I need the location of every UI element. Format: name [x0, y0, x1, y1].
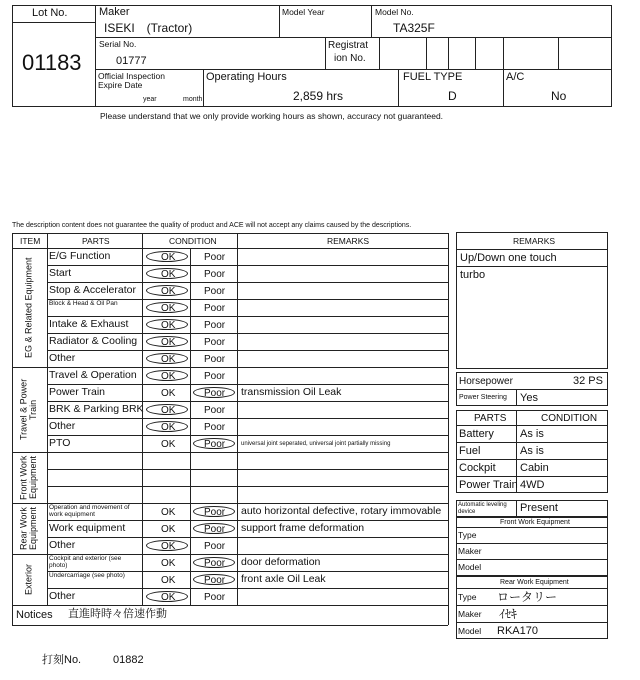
rule — [12, 452, 448, 453]
poor-circle-mark — [193, 506, 235, 517]
rule — [237, 233, 238, 605]
ac-label: A/C — [506, 71, 525, 83]
poor-circle-mark — [193, 557, 235, 568]
side-parts-header: PARTS — [474, 413, 507, 424]
poor-label: Poor — [204, 320, 226, 331]
stamp-value: 01882 — [113, 654, 144, 666]
front-maker-label: Maker — [458, 546, 482, 556]
rule — [47, 282, 448, 283]
power-steering-value: Yes — [520, 392, 538, 404]
ok-label: OK — [161, 337, 176, 348]
maker-value: ISEKI (Tractor) — [104, 21, 193, 35]
model-no-label: Model No. — [375, 7, 414, 17]
poor-label: Poor — [204, 541, 226, 552]
fuel-condition-value: As is — [520, 445, 544, 457]
auto-level-label: Automatic leveling — [458, 502, 507, 508]
ok-label: OK — [161, 388, 176, 399]
part-label: Intake & Exhaust — [49, 318, 129, 330]
horsepower-value: 32 PS — [573, 375, 603, 387]
cockpit-value: Cabin — [520, 462, 549, 474]
rule — [47, 537, 448, 538]
lot-number: 01183 — [22, 50, 82, 75]
part-label: Power Train — [49, 386, 106, 398]
notices-value: 直進時時々倍速作動 — [68, 608, 167, 620]
hours-disclaimer: Please understand that we only provide working hours as shown, accuracy not guaranteed. — [100, 111, 444, 121]
rule — [12, 233, 13, 625]
ok-label: OK — [161, 541, 176, 552]
group-label: Front Work Equipment — [18, 455, 38, 500]
rule — [12, 625, 448, 626]
poor-circle-mark — [193, 387, 235, 398]
group-label: EG & Related Equipment — [23, 257, 34, 358]
maker-label: Maker — [99, 6, 130, 18]
rear-type-label: Type — [458, 592, 477, 602]
inspection-label-2: Expire Date — [98, 80, 143, 90]
poor-circle-mark — [193, 438, 235, 449]
column-header: CONDITION — [169, 236, 217, 246]
fuel-value: D — [448, 89, 457, 103]
poor-label: Poor — [204, 558, 226, 569]
poor-label: Poor — [204, 592, 226, 603]
rule — [47, 333, 448, 334]
rear-maker-label: Maker — [458, 609, 482, 619]
model-year-label: Model Year — [282, 7, 325, 17]
poor-label: Poor — [204, 337, 226, 348]
part-label: Other — [49, 590, 76, 602]
auto-level-value: Present — [520, 502, 558, 514]
ok-label: OK — [161, 269, 176, 280]
rule — [12, 233, 448, 234]
rule — [190, 248, 191, 605]
rear-model-value: RKA170 — [497, 625, 538, 637]
rule — [12, 605, 448, 606]
part-label: Other — [49, 539, 76, 551]
side-remarks-line: turbo — [460, 269, 486, 281]
rule — [47, 316, 448, 317]
registration-label-2: ion No. — [334, 53, 366, 64]
inspection-label: Official Inspection — [98, 71, 165, 81]
remark-text: door deformation — [241, 556, 321, 568]
part-label: BRK & Parking BRK — [49, 403, 144, 415]
group-label: Exterior — [23, 564, 34, 596]
poor-label: Poor — [204, 286, 226, 297]
ok-label: OK — [161, 592, 176, 603]
column-header: ITEM — [20, 236, 41, 246]
description-disclaimer: The description content does not guarantee the quality of product and ACE will not accept any claims caused by the descriptions. — [12, 222, 412, 229]
lot-label: Lot No. — [32, 7, 68, 19]
side-condition-header: CONDITION — [541, 413, 598, 424]
rule — [47, 469, 448, 470]
ok-label: OK — [161, 405, 176, 416]
ok-circle-mark — [146, 353, 188, 364]
poor-label: Poor — [204, 439, 226, 450]
part-label: E/G Function — [49, 250, 111, 262]
poor-label: Poor — [204, 575, 226, 586]
part-label: Work equipment — [49, 522, 126, 534]
power-train-value: 4WD — [520, 479, 545, 491]
month-label: month — [183, 96, 203, 103]
column-header: PARTS — [82, 236, 110, 246]
poor-label: Poor — [204, 388, 226, 399]
poor-label: Poor — [204, 354, 226, 365]
auto-level-label-2: device — [458, 509, 476, 515]
poor-label: Poor — [204, 371, 226, 382]
serial-value: 01777 — [116, 55, 147, 67]
poor-label: Poor — [204, 507, 226, 518]
part-label: PTO — [49, 437, 71, 449]
stamp-label: 打刻No. — [42, 654, 82, 666]
rule — [142, 233, 143, 605]
rule — [47, 520, 448, 521]
rule — [47, 418, 448, 419]
ok-circle-mark — [146, 421, 188, 432]
poor-label: Poor — [204, 269, 226, 280]
ok-circle-mark — [146, 319, 188, 330]
ok-circle-mark — [146, 251, 188, 262]
ok-label: OK — [161, 524, 176, 535]
notices-label: Notices — [16, 609, 53, 621]
part-label: Start — [49, 267, 72, 279]
rear-type-value: ロータリー — [497, 590, 558, 604]
part-label: Cockpit and exterior (see photo) — [49, 555, 122, 569]
ok-label: OK — [161, 354, 176, 365]
rule — [47, 588, 448, 589]
fuel-condition-label: Fuel — [459, 445, 481, 457]
rule — [47, 486, 448, 487]
battery-value: As is — [520, 428, 544, 440]
rule — [47, 233, 48, 605]
remark-text: transmission Oil Leak — [241, 386, 342, 398]
side-remarks-header: REMARKS — [513, 236, 556, 246]
remark-text: auto horizontal defective, rotary immovable — [241, 505, 442, 517]
rule — [448, 233, 449, 625]
part-label: Stop & Accelerator — [49, 284, 136, 296]
part-label: Other — [49, 420, 76, 432]
column-header: REMARKS — [327, 236, 370, 246]
ac-value: No — [551, 89, 567, 103]
ok-circle-mark — [146, 268, 188, 279]
registration-label: Registrat — [328, 40, 369, 51]
rear-maker-value: ｲｾｷ — [499, 607, 518, 621]
remark-text: front axle Oil Leak — [241, 573, 326, 585]
rule — [47, 384, 448, 385]
ok-label: OK — [161, 507, 176, 518]
part-label: Undercarriage (see photo) — [49, 572, 125, 579]
ok-circle-mark — [146, 370, 188, 381]
poor-circle-mark — [193, 574, 235, 585]
ok-label: OK — [161, 252, 176, 263]
rule — [47, 401, 448, 402]
ok-label: OK — [161, 558, 176, 569]
side-remarks-line: Up/Down one touch — [460, 252, 557, 264]
part-label: Other — [49, 352, 76, 364]
power-steering-label: Power Steering — [459, 394, 507, 401]
ok-label: OK — [161, 575, 176, 586]
ok-label: OK — [161, 371, 176, 382]
hours-value: 2,859 hrs — [293, 89, 344, 103]
poor-label: Poor — [204, 405, 226, 416]
poor-circle-mark — [193, 523, 235, 534]
poor-label: Poor — [204, 422, 226, 433]
fuel-label: FUEL TYPE — [403, 71, 463, 83]
poor-label: Poor — [204, 303, 226, 314]
ok-label: OK — [161, 422, 176, 433]
remark-text: universal joint seperated, universal joint partially missing — [241, 441, 391, 447]
model-no-value: TA325F — [393, 21, 435, 35]
hours-label: Operating Hours — [206, 71, 287, 83]
rule — [12, 367, 448, 368]
ok-label: OK — [161, 320, 176, 331]
horsepower-label: Horsepower — [459, 376, 513, 387]
ok-label: OK — [161, 286, 176, 297]
part-label: Radiator & Cooling — [49, 335, 138, 347]
part-label: Travel & Operation — [49, 369, 137, 381]
ok-circle-mark — [146, 302, 188, 313]
rule — [12, 248, 448, 249]
ok-circle-mark — [146, 336, 188, 347]
cockpit-label: Cockpit — [459, 462, 496, 474]
poor-label: Poor — [204, 524, 226, 535]
ok-circle-mark — [146, 285, 188, 296]
rule — [47, 350, 448, 351]
year-label: year — [143, 96, 157, 103]
ok-label: OK — [161, 439, 176, 450]
ok-label: OK — [161, 303, 176, 314]
power-train-label: Power Train — [459, 479, 518, 491]
ok-circle-mark — [146, 540, 188, 551]
part-label: Block & Head & Oil Pan — [49, 300, 118, 307]
battery-label: Battery — [459, 428, 494, 440]
serial-label: Serial No. — [99, 39, 137, 49]
rear-model-label: Model — [458, 626, 482, 636]
group-label: Travel & Power Train — [18, 378, 38, 441]
group-label: Rear Work Equipment — [18, 506, 38, 551]
rule — [47, 435, 448, 436]
rule — [47, 265, 448, 266]
ok-circle-mark — [146, 404, 188, 415]
front-type-label: Type — [458, 530, 477, 540]
poor-label: Poor — [204, 252, 226, 263]
front-equipment-header: Front Work Equipment — [500, 519, 570, 526]
ok-circle-mark — [146, 591, 188, 602]
part-label: Operation and movement of work equipment — [49, 504, 130, 518]
front-model-label: Model — [458, 562, 482, 572]
rear-equipment-header: Rear Work Equipment — [500, 579, 569, 586]
remark-text: support frame deformation — [241, 522, 365, 534]
